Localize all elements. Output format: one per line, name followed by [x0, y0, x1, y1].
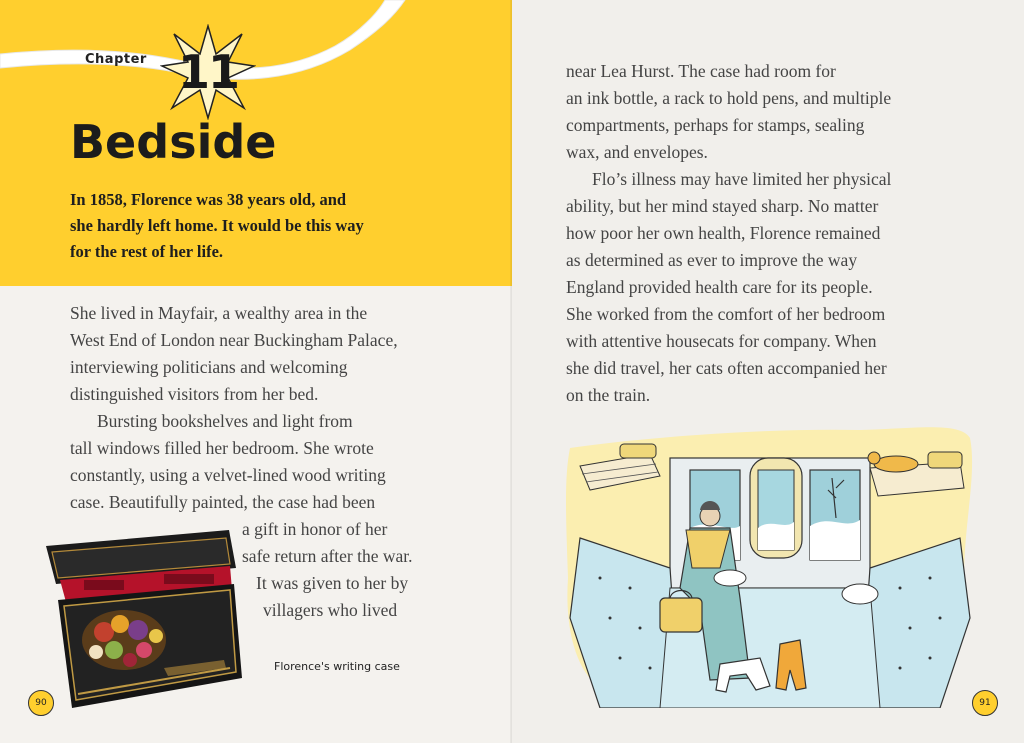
body-line: Bursting bookshelves and light from — [97, 411, 353, 431]
body-line: interviewing politicians and welcoming — [70, 357, 348, 377]
right-page — [512, 0, 1024, 743]
body-line: compartments, perhaps for stamps, sealing — [566, 115, 865, 135]
body-line: wax, and envelopes. — [566, 142, 708, 162]
body-line: a gift in honor of her — [242, 519, 388, 539]
chapter-header-block — [0, 0, 512, 286]
body-line: an ink bottle, a rack to hold pens, and multiple — [566, 88, 892, 108]
chapter-number: 11 — [177, 45, 238, 99]
body-line: Flo’s illness may have limited her physical — [592, 169, 892, 189]
intro-line: for the rest of her life. — [70, 242, 224, 261]
body-line: on the train. — [566, 385, 651, 405]
page-title: Bedside — [70, 115, 277, 169]
body-line: tall windows filled her bedroom. She wrote — [70, 438, 374, 458]
body-line: case. Beautifully painted, the case had been — [70, 492, 376, 512]
ribbon-decoration — [0, 0, 512, 120]
body-line: she did travel, her cats often accompanied her — [566, 358, 887, 378]
body-line: with attentive housecats for company. When — [566, 331, 877, 351]
intro-line: In 1858, Florence was 38 years old, and — [70, 190, 347, 209]
body-line: It was given to her by — [256, 573, 409, 593]
chapter-label: Chapter — [85, 52, 147, 67]
body-line: distinguished visitors from her bed. — [70, 384, 319, 404]
body-line: West End of London near Buckingham Palace, — [70, 330, 398, 350]
body-line: as determined as ever to improve the way — [566, 250, 858, 270]
page-number: 91 — [972, 690, 998, 716]
body-line: safe return after the war. — [242, 546, 413, 566]
writing-case-image — [44, 528, 244, 713]
image-caption: Florence's writing case — [274, 660, 400, 673]
body-line: constantly, using a velvet-lined wood writing — [70, 465, 386, 485]
train-carriage-illustration — [560, 418, 980, 708]
intro-paragraph — [70, 187, 430, 265]
page-number: 90 — [28, 690, 54, 716]
body-line: ability, but her mind stayed sharp. No matter — [566, 196, 879, 216]
body-line: villagers who lived — [263, 600, 398, 620]
body-line: near Lea Hurst. The case had room for — [566, 61, 836, 81]
body-line: She worked from the comfort of her bedroom — [566, 304, 886, 324]
body-line: England provided health care for its people. — [566, 277, 873, 297]
body-line: She lived in Mayfair, a wealthy area in the — [70, 303, 368, 323]
intro-line: she hardly left home. It would be this way — [70, 216, 364, 235]
body-line: how poor her own health, Florence remained — [566, 223, 881, 243]
